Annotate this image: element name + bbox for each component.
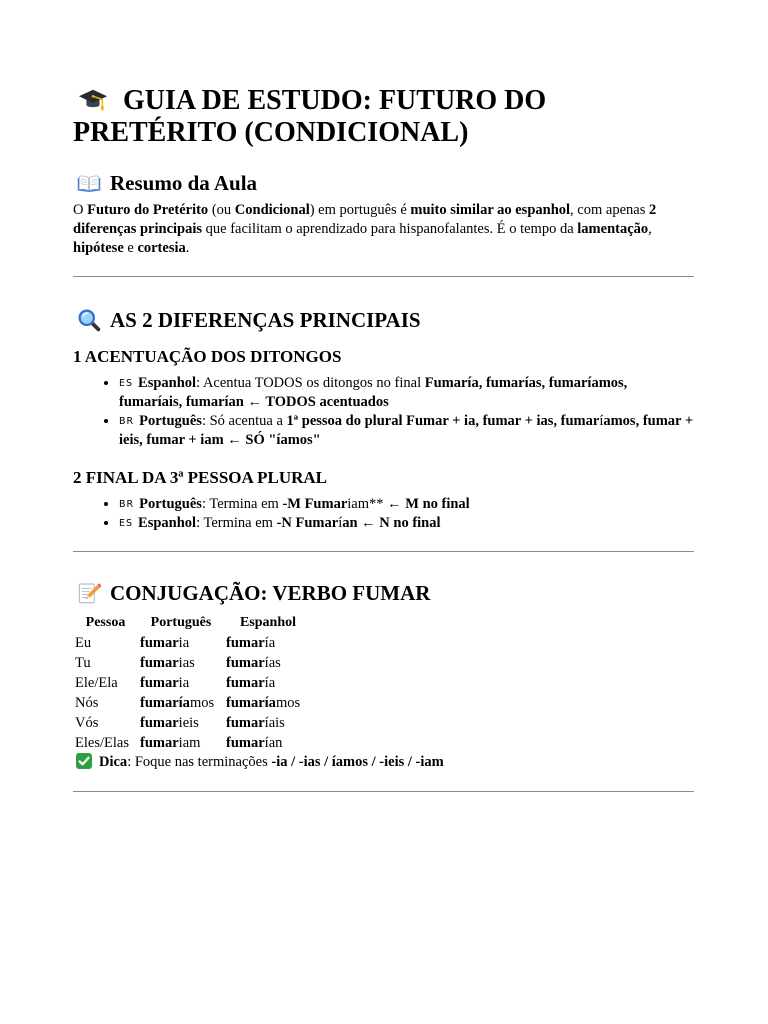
summary-text: , com apenas [570,202,649,218]
summary-heading-text: Resumo da Aula [110,171,258,195]
differences-heading-text: AS 2 DIFERENÇAS PRINCIPAIS [110,308,421,332]
ending-list [73,495,694,533]
verb-stem: fumar [140,655,179,671]
cell-portugues [138,713,224,733]
graduation-cap-icon [78,85,108,115]
item-bold-text: ← M no final [387,495,470,512]
language-label: Espanhol [138,374,197,391]
summary-text: e [123,240,138,256]
tip-text: : Foque nas terminações [127,754,272,770]
column-header-portugues: Português [150,615,212,630]
verb-stem: fumar [140,715,179,731]
summary-bold-text: lamentação [577,221,649,237]
summary-bold-text: hipótese [73,240,124,256]
cell-espanhol [224,633,312,653]
cell-pessoa: Tu [75,655,91,671]
list-item-es-ending [119,514,694,533]
cell-portugues [138,733,224,753]
language-label: Espanhol [138,514,197,531]
check-mark-icon [76,753,92,769]
summary-bold-text: Condicional [234,202,310,218]
cell-pessoa: Eles/Elas [75,735,129,751]
section-heading-conjugation [73,580,694,606]
verb-ending: ía [264,635,276,651]
verb-ending: ías [264,655,281,671]
summary-text: (ou [208,202,235,218]
summary-text: que facilitam o aprendizado para hispanofalantes. É o tempo da [202,221,578,237]
flag-br-label: BR [119,415,135,427]
subheading-accent: 1 ACENTUAÇÃO DOS DITONGOS [73,347,342,366]
verb-ending: íais [264,715,285,731]
tip-line [73,753,694,772]
verb-ending: ia [178,635,190,651]
cell-portugues [138,673,224,693]
list-item-es-accent [119,374,694,412]
flag-br-label: BR [119,498,135,510]
section-divider [73,791,694,792]
language-label: Português [139,495,202,512]
section-heading-summary [73,170,694,196]
list-item-br-ending [119,495,694,514]
summary-bold-text: Futuro do Pretérito [87,202,209,218]
column-header-pessoa: Pessoa [85,615,126,630]
item-bold-text: 1ª pessoa do plural Fumar + ia, fumar + ias, fumar [286,412,600,429]
subheading-ending: 2 FINAL DA 3ª PESSOA PLURAL [73,468,328,487]
verb-ending: mos [275,695,301,711]
verb-stem: fumaría [140,695,190,711]
flag-es-label: ES [119,377,134,389]
summary-text: . [185,240,190,256]
magnifying-glass-icon [77,308,101,332]
cell-espanhol [224,693,312,713]
verb-ending: mos [189,695,215,711]
cell-espanhol [224,713,312,733]
verb-stem: fumar [226,655,265,671]
table-row [73,733,312,753]
item-text: : Termina em [201,495,283,512]
cell-portugues [138,633,224,653]
cell-espanhol [224,673,312,693]
verb-stem: fumar [226,715,265,731]
cell-espanhol [224,653,312,673]
open-book-icon [77,171,101,195]
item-text: : Só acentua a [201,412,287,429]
verb-ending: ia [178,675,190,691]
cell-pessoa: Nós [75,695,99,711]
column-header-espanhol: Espanhol [239,615,297,630]
item-text: : Termina em [196,514,277,531]
item-bold-text: -N Fumar [276,514,339,531]
language-label: Português [139,412,202,429]
cell-espanhol [224,733,312,753]
summary-text: O [73,202,88,218]
summary-bold-text: cortesia [137,240,186,256]
table-row [73,633,312,653]
verb-ending: ieis [178,715,199,731]
tip-endings: -ia / -ias / íamos / -ieis / -iam [271,754,444,770]
item-text: : Acentua TODOS os ditongos no final [196,374,425,391]
item-text: í [338,514,343,531]
verb-ending: iam [178,735,201,751]
section-divider [73,551,694,552]
verb-ending: ias [178,655,195,671]
page-title [73,85,694,149]
section-divider [73,276,694,277]
table-row [73,653,312,673]
tip-label: Dica [99,754,128,770]
summary-paragraph [73,201,694,258]
item-bold-text: -M Fumar [282,495,348,512]
cell-pessoa: Eu [75,635,92,651]
verb-ending: ían [264,735,283,751]
summary-bold-text: 2 diferenças principais [73,202,657,237]
accent-list [73,374,694,450]
cell-pessoa: Vós [75,715,99,731]
table-row [73,693,312,713]
verb-stem: fumar [226,635,265,651]
memo-icon [77,581,101,605]
verb-stem: fumar [140,735,179,751]
item-text: iam** [347,495,388,512]
summary-text: ) em português é [309,202,411,218]
table-row [73,713,312,733]
verb-stem: fumar [226,735,265,751]
verb-stem: fumar [226,675,265,691]
cell-pessoa: Ele/Ela [75,675,118,691]
verb-ending: ía [264,675,276,691]
item-bold-text: an ← N no final [342,514,441,531]
verb-stem: fumaría [226,695,276,711]
section-heading-differences [73,307,694,333]
item-bold-text: amos, fumar + ieis, fumar + iam ← SÓ "íamos" [119,412,694,448]
verb-stem: fumar [140,675,179,691]
verb-stem: fumar [140,635,179,651]
summary-bold-text: muito similar ao espanhol [410,202,571,218]
page-title-text: GUIA DE ESTUDO: FUTURO DO PRETÉRITO (CONDICIONAL) [73,85,547,148]
item-bold-text: Fumaría, fumarías, fumaríamos, fumaríais, fumarían ← TODOS acentuados [119,374,628,410]
flag-es-label: ES [119,517,134,529]
summary-text: , [648,221,652,237]
table-row [73,673,312,693]
conjugation-heading-text: CONJUGAÇÃO: VERBO FUMAR [110,581,431,605]
cell-portugues [138,653,224,673]
cell-portugues [138,693,224,713]
list-item-br-accent [119,412,694,450]
item-text: í [599,412,604,429]
table-header-row [73,613,312,633]
conjugation-table [73,613,312,753]
